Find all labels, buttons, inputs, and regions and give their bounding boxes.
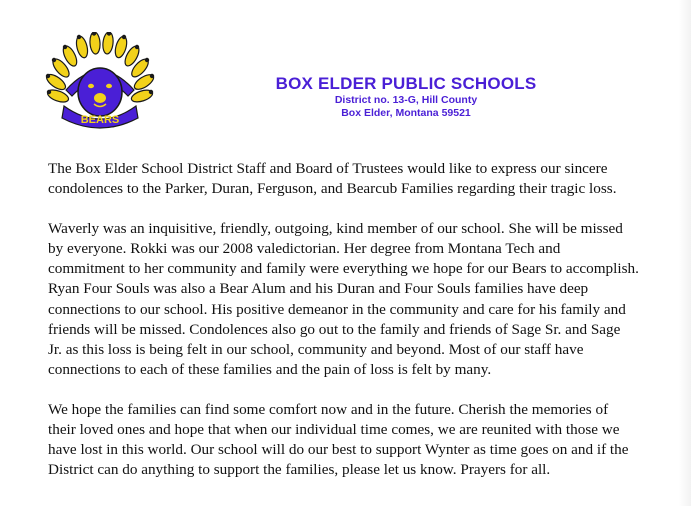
paragraph-1	[48, 159, 658, 199]
paragraph-3	[48, 400, 658, 480]
paragraph-2-line-2: by everyone. Rokki was our 2008 valedictorian. Her degree from Montana Tech and	[48, 240, 561, 258]
paragraph-3-line-2: their loved ones and hope that when our individual time comes, we are reunited with those we	[48, 421, 620, 439]
paragraph-2-line-1: Waverly was an inquisitive, friendly, outgoing, kind member of our school. She will be missed	[48, 220, 623, 238]
paragraph-2-line-6: friends will be missed. Condolences also go out to the family and friends of Sage Sr. and Sage	[48, 320, 621, 338]
bear-face	[78, 68, 122, 116]
paragraph-3-line-3: have lost in this world. Our school will do our best to support Wynter as time goes on and if the	[48, 441, 629, 459]
paragraph-2-line-7: Jr. as this loss is being felt in our school, community and beyond. Most of our staff have	[48, 340, 584, 358]
letter-body	[48, 159, 658, 480]
school-logo-bear-headdress-icon	[44, 32, 156, 130]
paragraph-2-line-3: commitment to her community and family were everything we hope for our Bears to accomplish.	[48, 260, 639, 278]
paragraph-1-line-2: condolences to the Parker, Duran, Ferguson, and Bearcub Families regarding their tragic loss.	[48, 180, 617, 198]
logo-text: BEARS	[80, 114, 120, 126]
paragraph-2	[48, 219, 658, 380]
paragraph-3-line-1: We hope the families can find some comfort now and in the future. Cherish the memories of	[48, 400, 609, 418]
paragraph-gap	[48, 380, 658, 400]
address-line: Box Elder, Montana 59521	[341, 107, 471, 119]
paragraph-3-line-4: District can do anything to support the families, please let us know. Prayers for all.	[48, 461, 551, 479]
letterhead	[196, 74, 616, 120]
paragraph-2-line-8: connections to each of these families and the pain of loss is felt by many.	[48, 360, 492, 378]
district-line: District no. 13-G, Hill County	[334, 94, 478, 106]
paragraph-2-line-5: connections to our school. His positive demeanor in the community and care for his family and	[48, 300, 626, 318]
page-edge-shadow	[679, 0, 691, 506]
paragraph-gap	[48, 199, 658, 219]
paragraph-1-line-1: The Box Elder School District Staff and Board of Trustees would like to express our sincere	[48, 160, 608, 177]
paragraph-2-line-4: Ryan Four Souls was also a Bear Alum and his Duran and Four Souls families have deep	[48, 280, 589, 298]
school-name-title: BOX ELDER PUBLIC SCHOOLS	[275, 74, 537, 93]
